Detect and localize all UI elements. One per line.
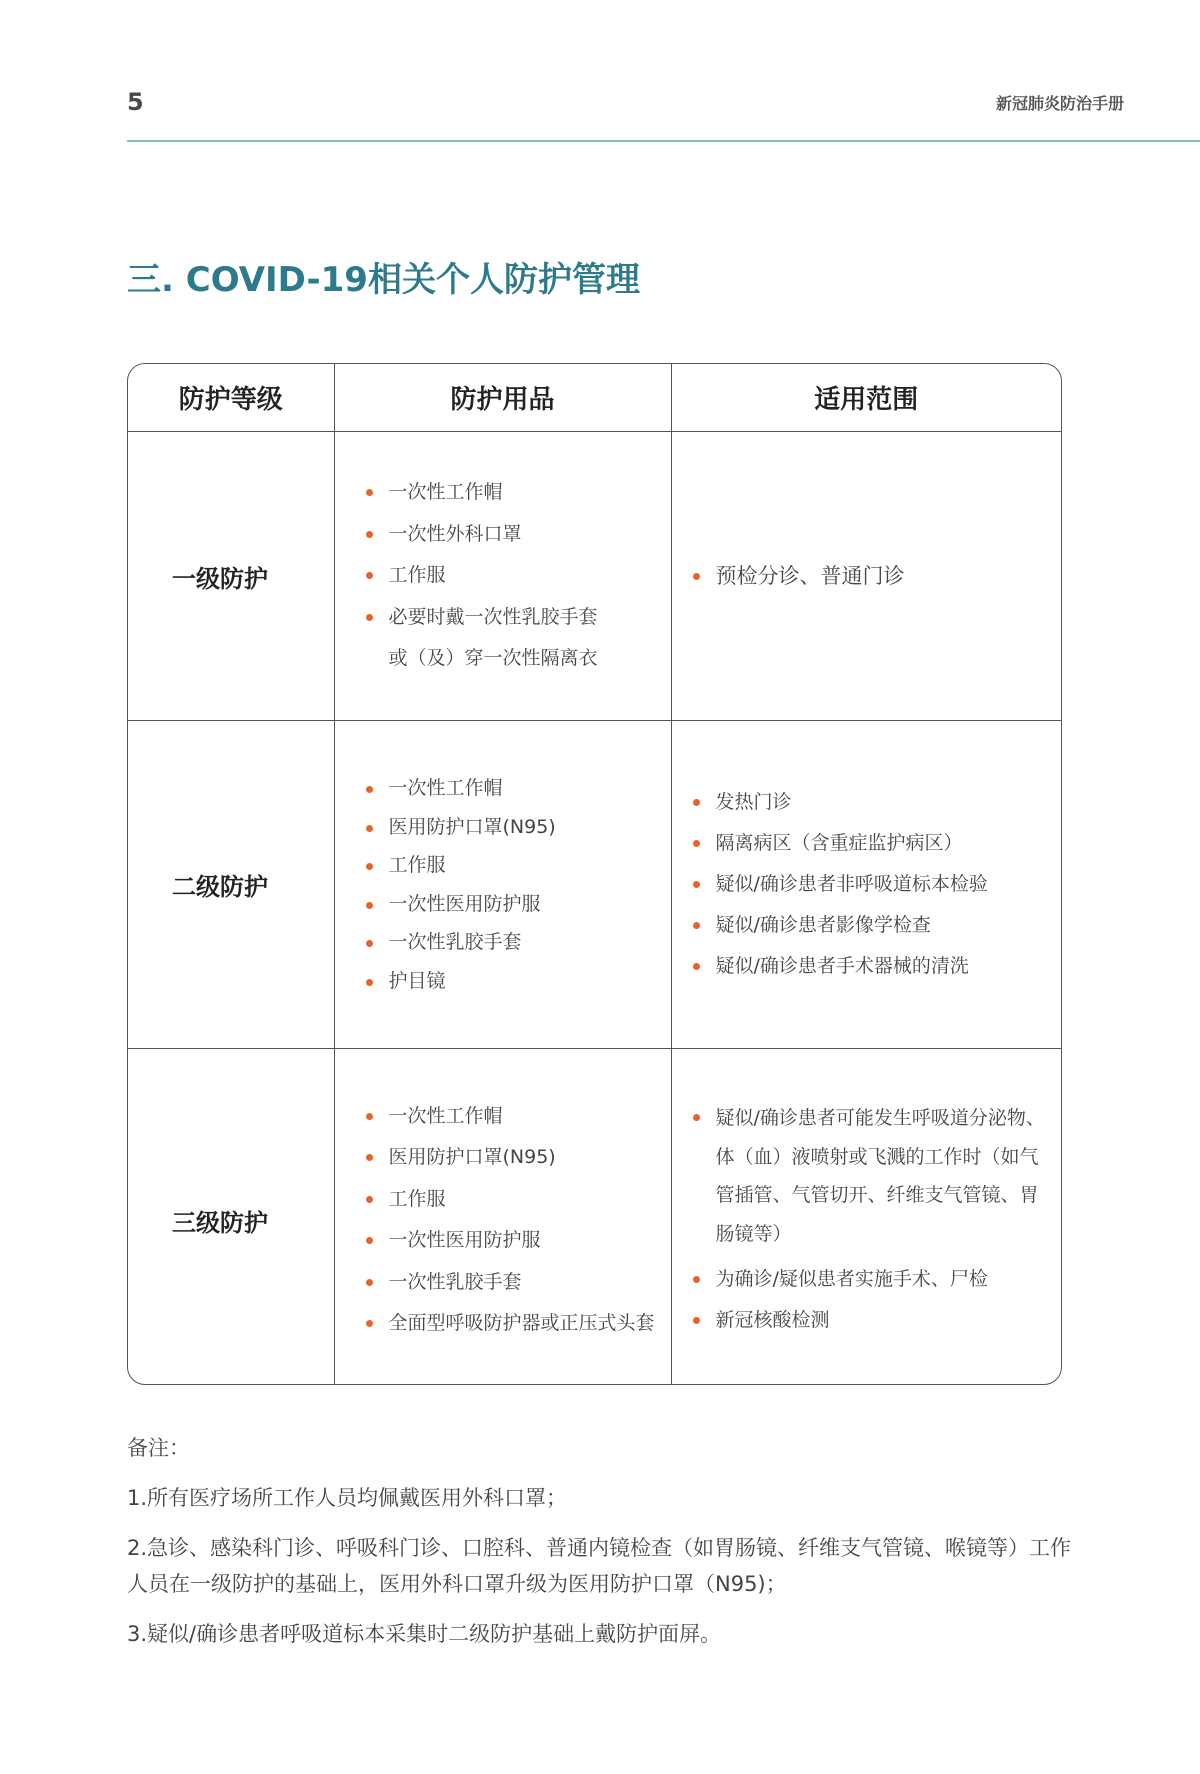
supplies-list xyxy=(363,769,670,1000)
header-divider xyxy=(127,140,1200,142)
level-cell: 一级防护 xyxy=(128,432,334,721)
header-supplies: 防护用品 xyxy=(334,364,671,432)
list-item: 新冠核酸检测 xyxy=(690,1300,1048,1341)
level-cell: 二级防护 xyxy=(128,721,334,1049)
scope-list xyxy=(690,1099,1048,1341)
list-item: 一次性工作帽 xyxy=(363,769,670,808)
section-title: 三. COVID-19相关个人防护管理 xyxy=(127,260,640,300)
list-item: 一次性乳胶手套 xyxy=(363,923,670,962)
list-item: 疑似/确诊患者非呼吸道标本检验 xyxy=(690,864,1048,905)
scope-list xyxy=(690,782,1048,987)
list-item: 发热门诊 xyxy=(690,782,1048,823)
list-item: 疑似/确诊患者影像学检查 xyxy=(690,905,1048,946)
list-item: 疑似/确诊患者可能发生呼吸道分泌物、体（血）液喷射或飞溅的工作时（如气管插管、气管切开、纤维支气管镜、胃肠镜等） xyxy=(690,1099,1048,1253)
table-row-level-2 xyxy=(128,721,1061,1049)
list-item: 全面型呼吸防护器或正压式头套 xyxy=(363,1303,670,1345)
supplies-list xyxy=(363,472,670,680)
list-item: 工作服 xyxy=(363,846,670,885)
supplies-cell xyxy=(334,432,671,721)
table-header-row xyxy=(128,364,1061,432)
page-number: 5 xyxy=(127,88,144,116)
protection-table xyxy=(127,363,1062,1385)
list-item: 工作服 xyxy=(363,555,670,597)
scope-cell xyxy=(671,1049,1061,1386)
list-item: 一次性工作帽 xyxy=(363,472,670,514)
list-item: 隔离病区（含重症监护病区） xyxy=(690,823,1048,864)
list-item: 一次性工作帽 xyxy=(363,1096,670,1138)
list-item: 必要时戴一次性乳胶手套 xyxy=(363,597,670,639)
notes-title: 备注： xyxy=(127,1436,190,1460)
list-item: 一次性医用防护服 xyxy=(363,885,670,924)
note-item: 2.急诊、感染科门诊、呼吸科门诊、口腔科、普通内镜检查（如胃肠镜、纤维支气管镜、喉镜等）工作人员在一级防护的基础上，医用外科口罩升级为医用防护口罩（N95)； xyxy=(127,1536,1072,1596)
list-item: 一次性外科口罩 xyxy=(363,514,670,556)
list-item: 预检分诊、普通门诊 xyxy=(690,556,1048,597)
list-item: 为确诊/疑似患者实施手术、尸检 xyxy=(690,1259,1048,1300)
list-item-continuation: 或（及）穿一次性隔离衣 xyxy=(388,647,598,670)
list-item: 医用防护口罩(N95) xyxy=(363,808,670,847)
notes-section xyxy=(127,1430,1077,1666)
level-cell: 三级防护 xyxy=(128,1049,334,1386)
note-item: 3.疑似/确诊患者呼吸道标本采集时二级防护基础上戴防护面屏。 xyxy=(127,1622,722,1646)
scope-cell xyxy=(671,721,1061,1049)
table-row-level-3 xyxy=(128,1049,1061,1386)
scope-list xyxy=(690,556,1048,597)
list-item: 一次性医用防护服 xyxy=(363,1220,670,1262)
running-header-title: 新冠肺炎防治手册 xyxy=(995,94,1124,113)
table-row-level-1 xyxy=(128,432,1061,721)
list-item: 工作服 xyxy=(363,1179,670,1221)
supplies-cell xyxy=(334,1049,671,1386)
note-item: 1.所有医疗场所工作人员均佩戴医用外科口罩； xyxy=(127,1486,568,1510)
header-scope: 适用范围 xyxy=(671,364,1061,432)
list-item: 一次性乳胶手套 xyxy=(363,1262,670,1304)
scope-cell xyxy=(671,432,1061,721)
supplies-list xyxy=(363,1096,670,1345)
list-item: 疑似/确诊患者手术器械的清洗 xyxy=(690,946,1048,987)
list-item: 医用防护口罩(N95) xyxy=(363,1137,670,1179)
list-item: 护目镜 xyxy=(363,962,670,1001)
header-level: 防护等级 xyxy=(128,364,334,432)
supplies-cell xyxy=(334,721,671,1049)
